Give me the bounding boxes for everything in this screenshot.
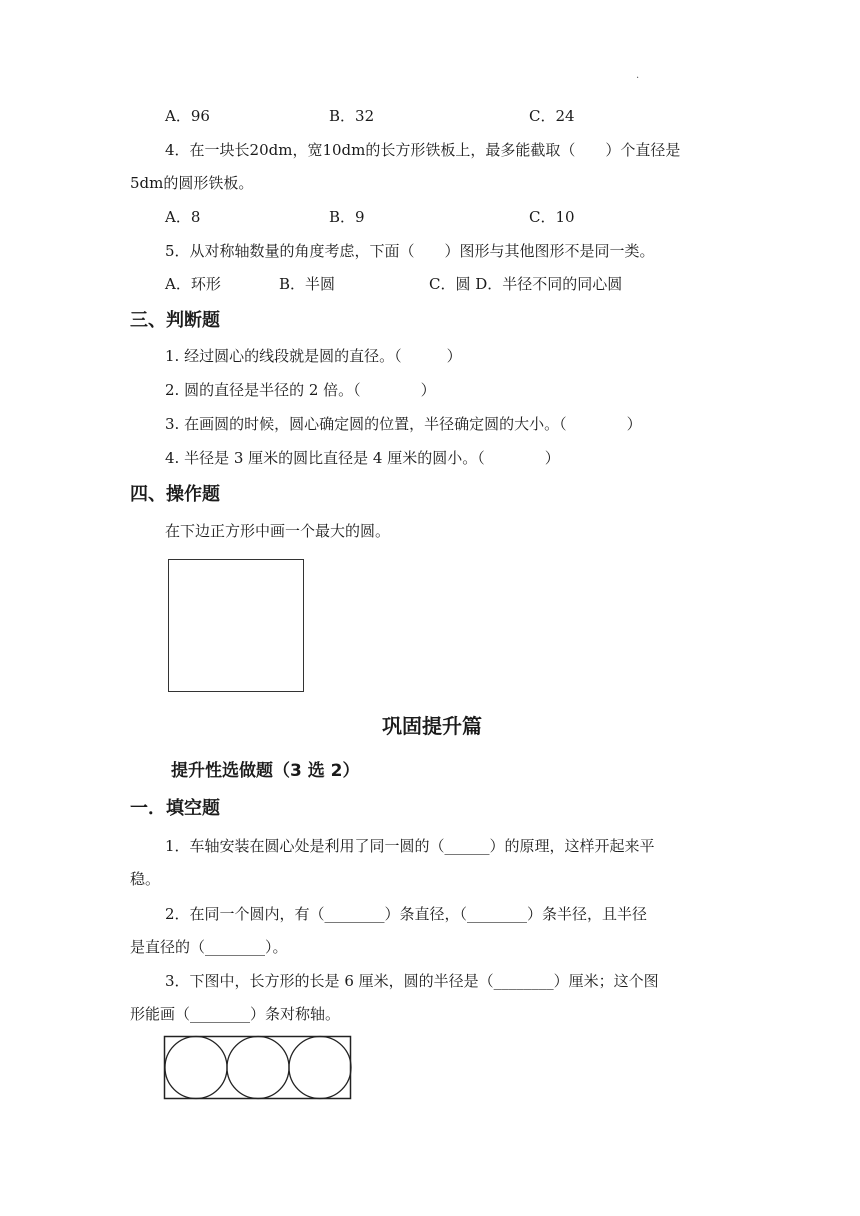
judge-item-3: 3. 在画圆的时候，圆心确定圆的位置，半径确定圆的大小。（ ）	[165, 415, 642, 433]
q5-option-b: B．半圆	[279, 275, 336, 293]
fill-q2-line1: 2．在同一个圆内，有（________）条直径，（________）条半径，且半径	[165, 905, 648, 923]
fill-q3-line2: 形能画（________）条对称轴。	[130, 1005, 341, 1023]
part2-title: 巩固提升篇	[382, 714, 482, 738]
part2-subtitle: 提升性选做题（3 选 2）	[171, 761, 360, 781]
drawing-square	[168, 559, 304, 692]
figure-rectangle	[165, 1037, 351, 1099]
q5-option-a: A．环形	[165, 275, 221, 293]
q3-option-c: C．24	[529, 107, 575, 125]
q5-text: 5．从对称轴数量的角度考虑，下面（ ）图形与其他图形不是同一类。	[165, 242, 655, 260]
q4-option-c: C．10	[529, 208, 575, 226]
judge-item-2: 2. 圆的直径是半径的 2 倍。（ ）	[165, 381, 436, 399]
q5-option-cd: C．圆 D．半径不同的同心圆	[429, 275, 623, 293]
fill-q1-line2: 稳。	[130, 870, 161, 888]
section3-heading: 三、判断题	[130, 310, 220, 331]
judge-item-4: 4. 半径是 3 厘米的圆比直径是 4 厘米的圆小。（ ）	[165, 449, 560, 467]
q4-text-line1: 4．在一块长20dm，宽10dm的长方形铁板上，最多能截取（ ）个直径是	[165, 141, 681, 159]
judge-item-1: 1. 经过圆心的线段就是圆的直径。（ ）	[165, 347, 462, 365]
fill-q2-line2: 是直径的（________）。	[130, 938, 288, 956]
page-mark: .	[636, 70, 640, 81]
figure-circle-3	[289, 1037, 351, 1099]
rectangle-three-circles-figure	[163, 1035, 353, 1101]
q3-option-a: A．96	[165, 107, 210, 125]
figure-circle-2	[227, 1037, 289, 1099]
figure-circle-1	[165, 1037, 227, 1099]
section4-heading: 四、操作题	[130, 484, 220, 505]
fill-q3-line1: 3．下图中，长方形的长是 6 厘米，圆的半径是（________）厘米；这个图	[165, 972, 659, 990]
q4-option-b: B．9	[329, 208, 365, 226]
q3-option-b: B．32	[329, 107, 375, 125]
fill-q1-line1: 1．车轴安装在圆心处是利用了同一圆的（______）的原理，这样开起来平	[165, 837, 655, 855]
q4-option-a: A．8	[165, 208, 201, 226]
operation-instruction: 在下边正方形中画一个最大的圆。	[165, 522, 391, 540]
fill-blank-heading: 一．填空题	[130, 798, 220, 819]
q4-text-line2: 5dm的圆形铁板。	[130, 174, 254, 192]
